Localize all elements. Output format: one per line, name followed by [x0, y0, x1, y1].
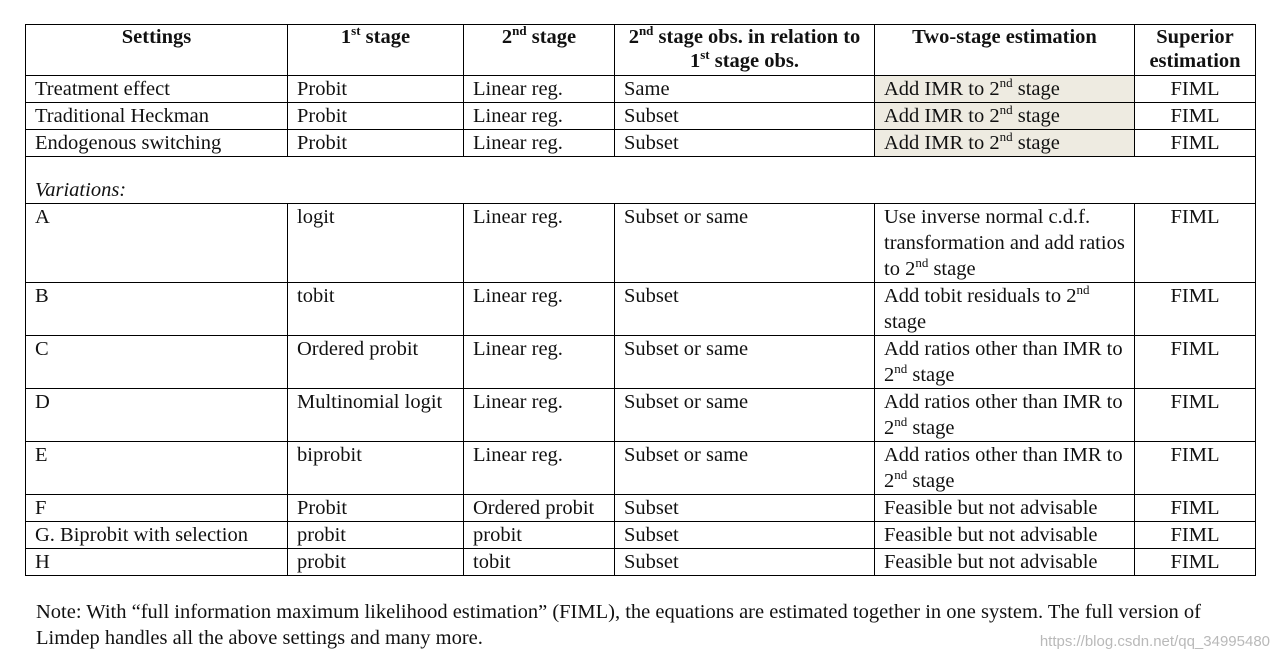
cell-two-stage: Use inverse normal c.d.f. transformation and add ratios to 2nd stage	[875, 204, 1135, 283]
cell-setting: G. Biprobit with selection	[26, 522, 288, 549]
cell-superior: FIML	[1135, 442, 1256, 495]
cell-stage2: Linear reg.	[464, 130, 615, 157]
cell-two-stage: Add ratios other than IMR to 2nd stage	[875, 442, 1135, 495]
cell-superior: FIML	[1135, 103, 1256, 130]
cell-relation: Subset	[615, 522, 875, 549]
cell-stage2: Linear reg.	[464, 389, 615, 442]
table-row	[26, 283, 1256, 336]
table-row	[26, 549, 1256, 576]
cell-stage1: Probit	[288, 130, 464, 157]
cell-stage1: probit	[288, 522, 464, 549]
table-row	[26, 442, 1256, 495]
cell-relation: Subset	[615, 103, 875, 130]
table-row	[26, 336, 1256, 389]
cell-two-stage: Add IMR to 2nd stage	[875, 130, 1135, 157]
cell-superior: FIML	[1135, 76, 1256, 103]
cell-relation: Subset	[615, 130, 875, 157]
cell-setting: B	[26, 283, 288, 336]
cell-stage2: Linear reg.	[464, 442, 615, 495]
cell-superior: FIML	[1135, 389, 1256, 442]
cell-stage2: Linear reg.	[464, 283, 615, 336]
cell-stage1: Probit	[288, 495, 464, 522]
cell-superior: FIML	[1135, 204, 1256, 283]
variations-label: Variations:	[26, 157, 1256, 204]
table-row	[26, 522, 1256, 549]
cell-superior: FIML	[1135, 522, 1256, 549]
table-row	[26, 103, 1256, 130]
cell-superior: FIML	[1135, 549, 1256, 576]
cell-superior: FIML	[1135, 336, 1256, 389]
watermark: https://blog.csdn.net/qq_34995480	[1039, 633, 1270, 650]
cell-stage1: Probit	[288, 76, 464, 103]
cell-setting: C	[26, 336, 288, 389]
table-row	[26, 495, 1256, 522]
table-row	[26, 204, 1256, 283]
cell-stage2: Ordered probit	[464, 495, 615, 522]
cell-setting: H	[26, 549, 288, 576]
variations-row	[26, 157, 1256, 204]
cell-relation: Subset	[615, 495, 875, 522]
cell-relation: Subset	[615, 549, 875, 576]
cell-stage2: Linear reg.	[464, 336, 615, 389]
cell-setting: Endogenous switching	[26, 130, 288, 157]
cell-stage1: biprobit	[288, 442, 464, 495]
header-stage2: 2nd stage	[464, 25, 615, 76]
cell-stage2: Linear reg.	[464, 204, 615, 283]
cell-relation: Subset or same	[615, 336, 875, 389]
cell-superior: FIML	[1135, 495, 1256, 522]
cell-setting: Traditional Heckman	[26, 103, 288, 130]
cell-setting: D	[26, 389, 288, 442]
cell-two-stage: Add IMR to 2nd stage	[875, 103, 1135, 130]
cell-stage1: probit	[288, 549, 464, 576]
comparison-table	[25, 24, 1256, 576]
cell-stage1: logit	[288, 204, 464, 283]
cell-stage2: Linear reg.	[464, 76, 615, 103]
cell-two-stage: Feasible but not advisable	[875, 522, 1135, 549]
cell-setting: F	[26, 495, 288, 522]
table-row	[26, 130, 1256, 157]
header-two-stage: Two-stage estimation	[875, 25, 1135, 76]
cell-stage1: tobit	[288, 283, 464, 336]
cell-two-stage: Add ratios other than IMR to 2nd stage	[875, 389, 1135, 442]
header-stage1: 1st stage	[288, 25, 464, 76]
cell-setting: A	[26, 204, 288, 283]
cell-stage2: tobit	[464, 549, 615, 576]
cell-relation: Subset or same	[615, 204, 875, 283]
table-row	[26, 76, 1256, 103]
cell-relation: Subset	[615, 283, 875, 336]
cell-stage1: Probit	[288, 103, 464, 130]
cell-two-stage: Add IMR to 2nd stage	[875, 76, 1135, 103]
cell-two-stage: Feasible but not advisable	[875, 549, 1135, 576]
table-note: Note: With “full information maximum likelihood estimation” (FIML), the equations are estimated together in one system. The full version of Limdep handles all the above settings and many more.	[36, 601, 1201, 649]
cell-stage1: Multinomial logit	[288, 389, 464, 442]
table-row	[26, 389, 1256, 442]
header-relation: 2nd stage obs. in relation to 1st stage obs.	[615, 25, 875, 76]
cell-setting: Treatment effect	[26, 76, 288, 103]
cell-relation: Subset or same	[615, 389, 875, 442]
cell-superior: FIML	[1135, 130, 1256, 157]
cell-relation: Same	[615, 76, 875, 103]
cell-superior: FIML	[1135, 283, 1256, 336]
cell-two-stage: Add ratios other than IMR to 2nd stage	[875, 336, 1135, 389]
header-settings: Settings	[26, 25, 288, 76]
header-superior: Superior estimation	[1135, 25, 1256, 76]
cell-setting: E	[26, 442, 288, 495]
cell-two-stage: Feasible but not advisable	[875, 495, 1135, 522]
cell-stage2: probit	[464, 522, 615, 549]
cell-stage1: Ordered probit	[288, 336, 464, 389]
header-row	[26, 25, 1256, 76]
cell-two-stage: Add tobit residuals to 2nd stage	[875, 283, 1135, 336]
cell-stage2: Linear reg.	[464, 103, 615, 130]
cell-relation: Subset or same	[615, 442, 875, 495]
